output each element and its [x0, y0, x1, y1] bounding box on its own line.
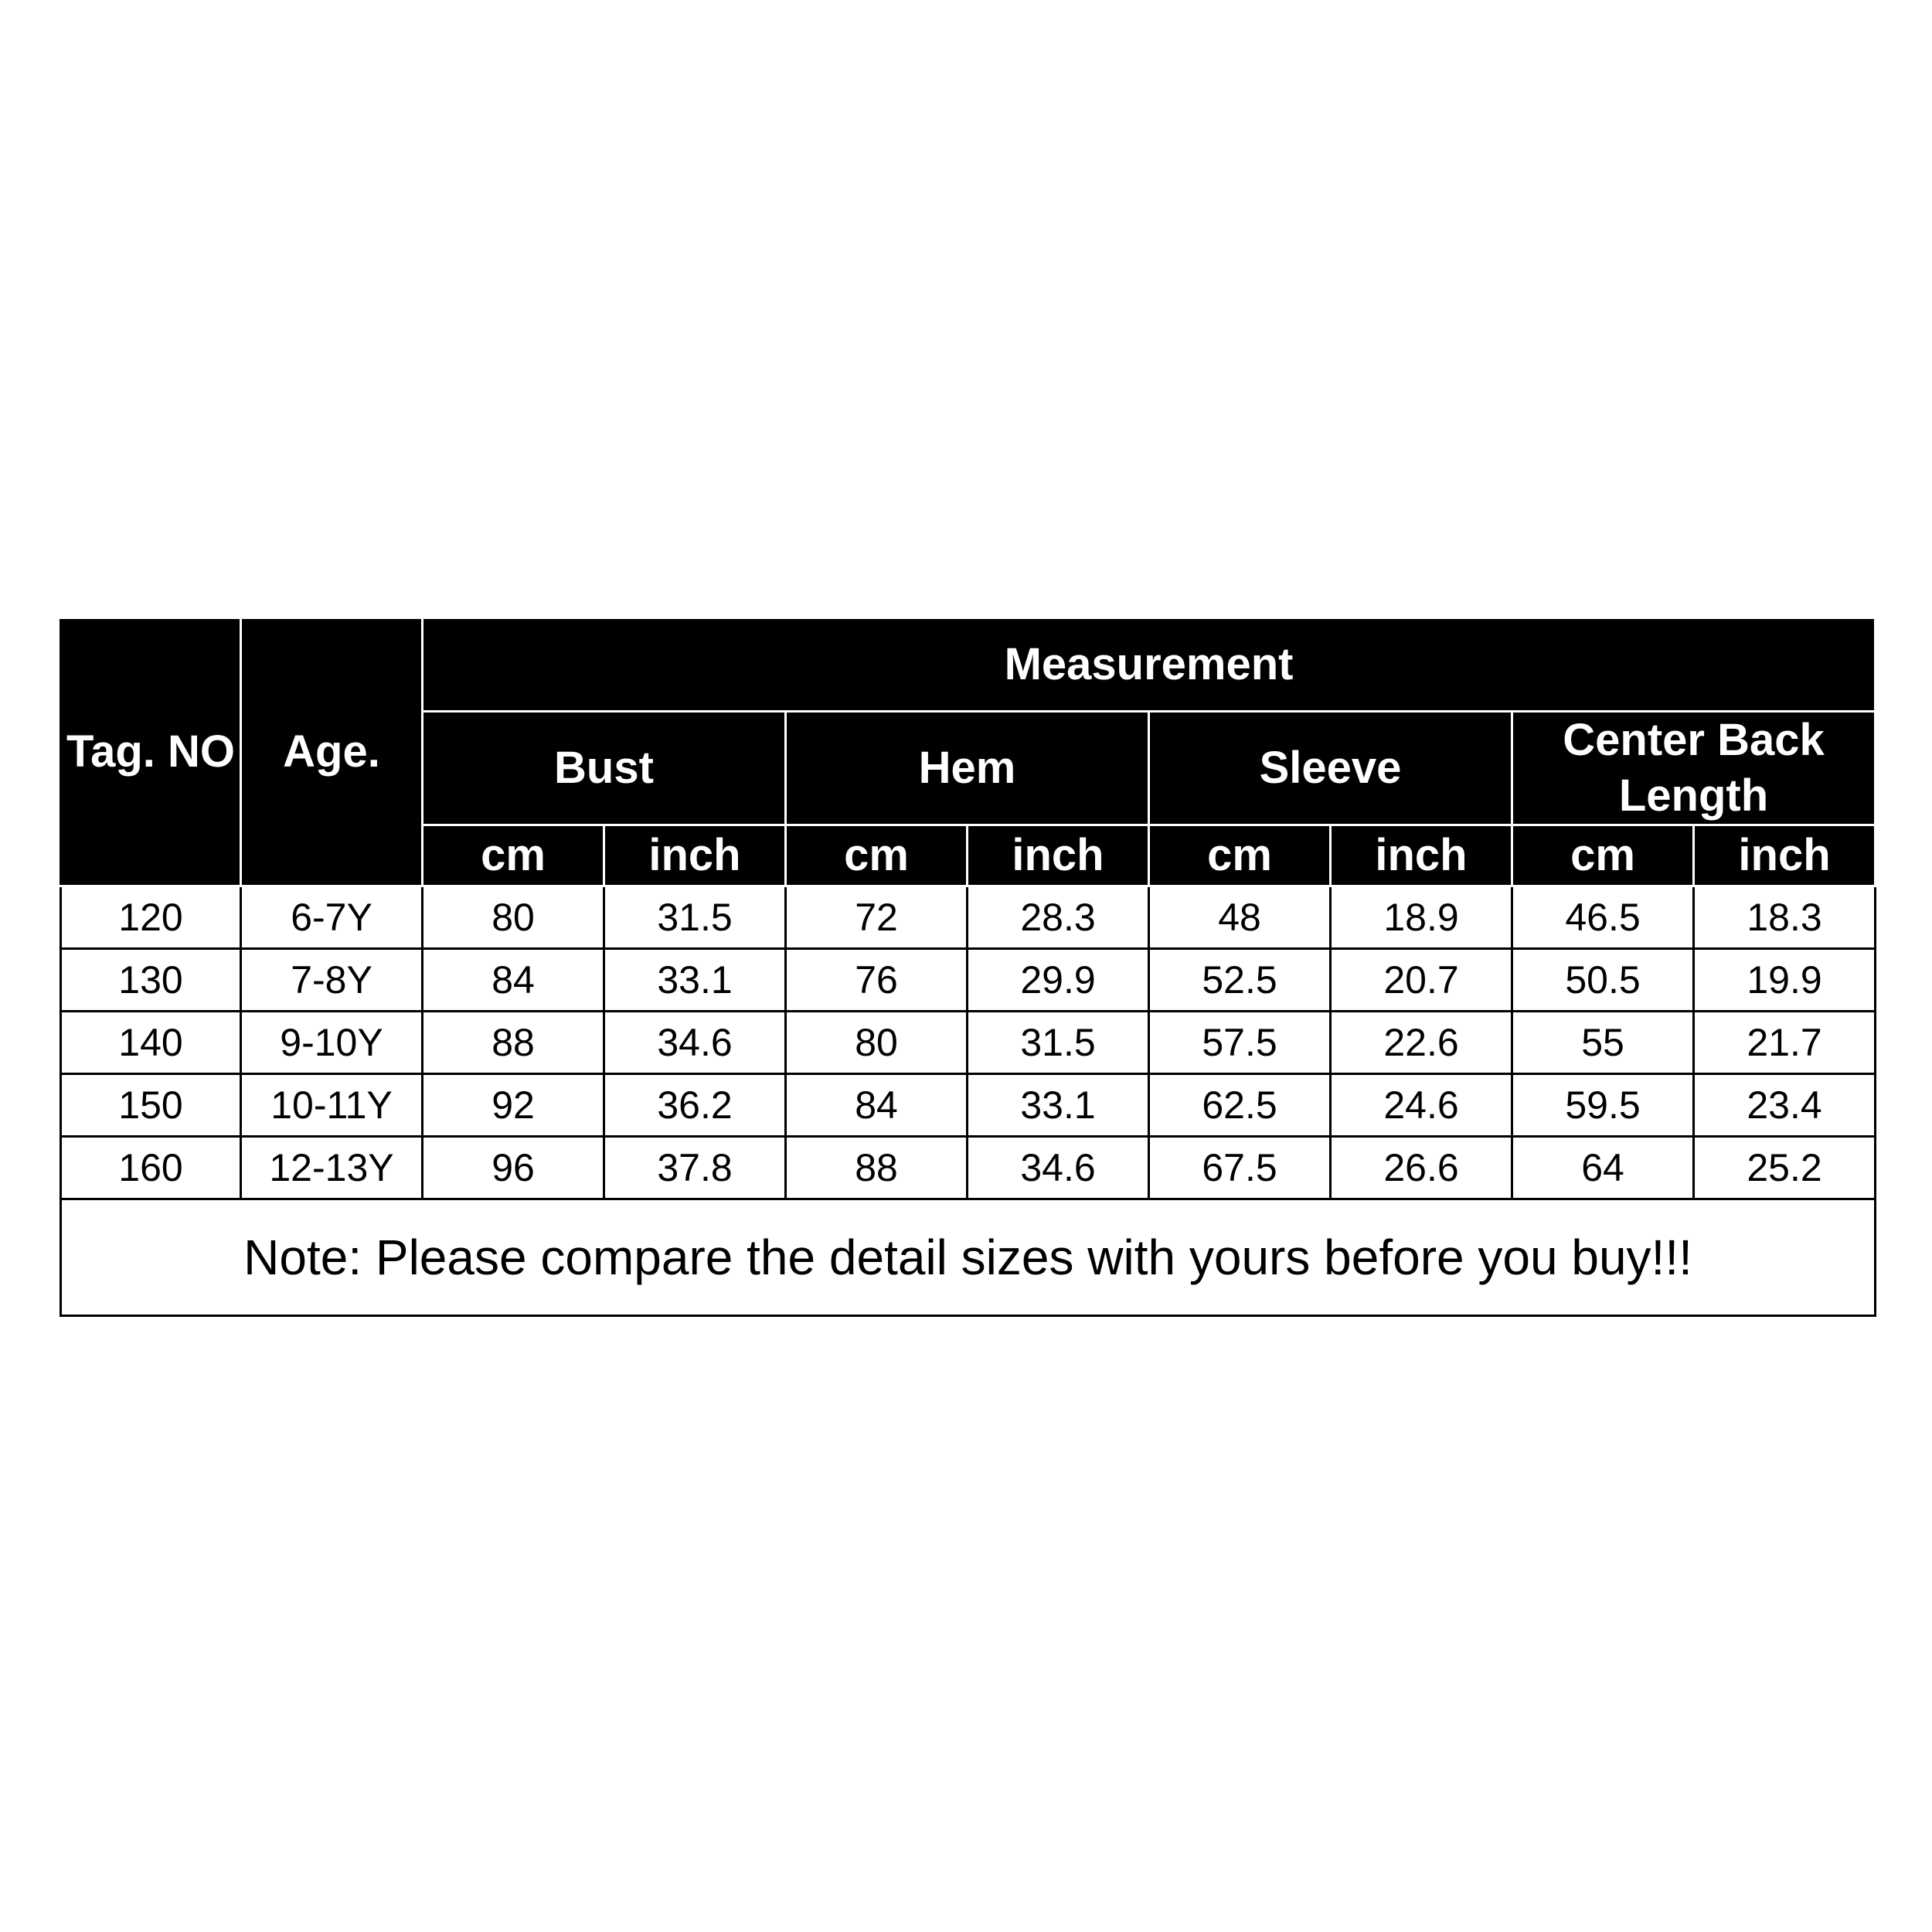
unit-header: inch	[1694, 825, 1876, 886]
cell-hem-cm: 84	[786, 1074, 968, 1137]
cell-sleeve-cm: 62.5	[1149, 1074, 1331, 1137]
cell-sleeve-inch: 26.6	[1331, 1137, 1512, 1199]
cell-hem-cm: 80	[786, 1012, 968, 1074]
cell-tag-no: 140	[61, 1012, 241, 1074]
cell-age: 9-10Y	[241, 1012, 423, 1074]
cell-bust-inch: 37.8	[604, 1137, 786, 1199]
cell-hem-inch: 33.1	[968, 1074, 1149, 1137]
table-body	[61, 886, 1876, 1316]
table-row	[61, 1137, 1876, 1199]
table-row	[61, 886, 1876, 949]
unit-header: inch	[1331, 825, 1512, 886]
cell-bust-inch: 31.5	[604, 886, 786, 949]
cell-hem-inch: 28.3	[968, 886, 1149, 949]
cell-length-cm: 64	[1512, 1137, 1694, 1199]
cell-hem-cm: 76	[786, 949, 968, 1012]
header-sleeve: Sleeve	[1149, 712, 1512, 825]
unit-header: cm	[423, 825, 604, 886]
cell-bust-inch: 36.2	[604, 1074, 786, 1137]
cell-sleeve-cm: 67.5	[1149, 1137, 1331, 1199]
header-bust: Bust	[423, 712, 786, 825]
header-hem: Hem	[786, 712, 1149, 825]
cell-sleeve-inch: 24.6	[1331, 1074, 1512, 1137]
cell-sleeve-inch: 18.9	[1331, 886, 1512, 949]
unit-header: cm	[1149, 825, 1331, 886]
cell-sleeve-inch: 20.7	[1331, 949, 1512, 1012]
unit-header: cm	[1512, 825, 1694, 886]
cell-tag-no: 150	[61, 1074, 241, 1137]
table-row	[61, 949, 1876, 1012]
cell-length-inch: 18.3	[1694, 886, 1876, 949]
cell-length-cm: 46.5	[1512, 886, 1694, 949]
header-age: Age.	[241, 618, 423, 886]
unit-header: inch	[968, 825, 1149, 886]
cell-sleeve-cm: 48	[1149, 886, 1331, 949]
cell-bust-cm: 92	[423, 1074, 604, 1137]
cell-length-inch: 19.9	[1694, 949, 1876, 1012]
cell-length-cm: 55	[1512, 1012, 1694, 1074]
cell-sleeve-inch: 22.6	[1331, 1012, 1512, 1074]
cell-length-inch: 21.7	[1694, 1012, 1876, 1074]
cell-bust-inch: 33.1	[604, 949, 786, 1012]
note-text: Note: Please compare the detail sizes with yours before you buy!!!	[61, 1199, 1876, 1316]
cell-hem-inch: 29.9	[968, 949, 1149, 1012]
cell-tag-no: 130	[61, 949, 241, 1012]
cell-age: 7-8Y	[241, 949, 423, 1012]
cell-length-inch: 23.4	[1694, 1074, 1876, 1137]
cell-tag-no: 120	[61, 886, 241, 949]
header-measurement: Measurement	[423, 618, 1876, 712]
table-row	[61, 1012, 1876, 1074]
unit-header: cm	[786, 825, 968, 886]
table-header	[61, 618, 1876, 886]
cell-age: 6-7Y	[241, 886, 423, 949]
header-tag-no: Tag. NO	[61, 618, 241, 886]
header-center-back-length: Center Back Length	[1512, 712, 1876, 825]
cell-hem-inch: 34.6	[968, 1137, 1149, 1199]
cell-length-cm: 59.5	[1512, 1074, 1694, 1137]
cell-bust-cm: 80	[423, 886, 604, 949]
cell-age: 12-13Y	[241, 1137, 423, 1199]
cell-bust-cm: 84	[423, 949, 604, 1012]
table-row	[61, 1074, 1876, 1137]
cell-hem-inch: 31.5	[968, 1012, 1149, 1074]
note-row	[61, 1199, 1876, 1316]
cell-sleeve-cm: 57.5	[1149, 1012, 1331, 1074]
cell-bust-cm: 96	[423, 1137, 604, 1199]
size-chart-table	[60, 617, 1876, 1317]
cell-age: 10-11Y	[241, 1074, 423, 1137]
cell-tag-no: 160	[61, 1137, 241, 1199]
cell-length-cm: 50.5	[1512, 949, 1694, 1012]
cell-length-inch: 25.2	[1694, 1137, 1876, 1199]
cell-bust-inch: 34.6	[604, 1012, 786, 1074]
unit-header: inch	[604, 825, 786, 886]
cell-hem-cm: 88	[786, 1137, 968, 1199]
cell-hem-cm: 72	[786, 886, 968, 949]
cell-bust-cm: 88	[423, 1012, 604, 1074]
cell-sleeve-cm: 52.5	[1149, 949, 1331, 1012]
